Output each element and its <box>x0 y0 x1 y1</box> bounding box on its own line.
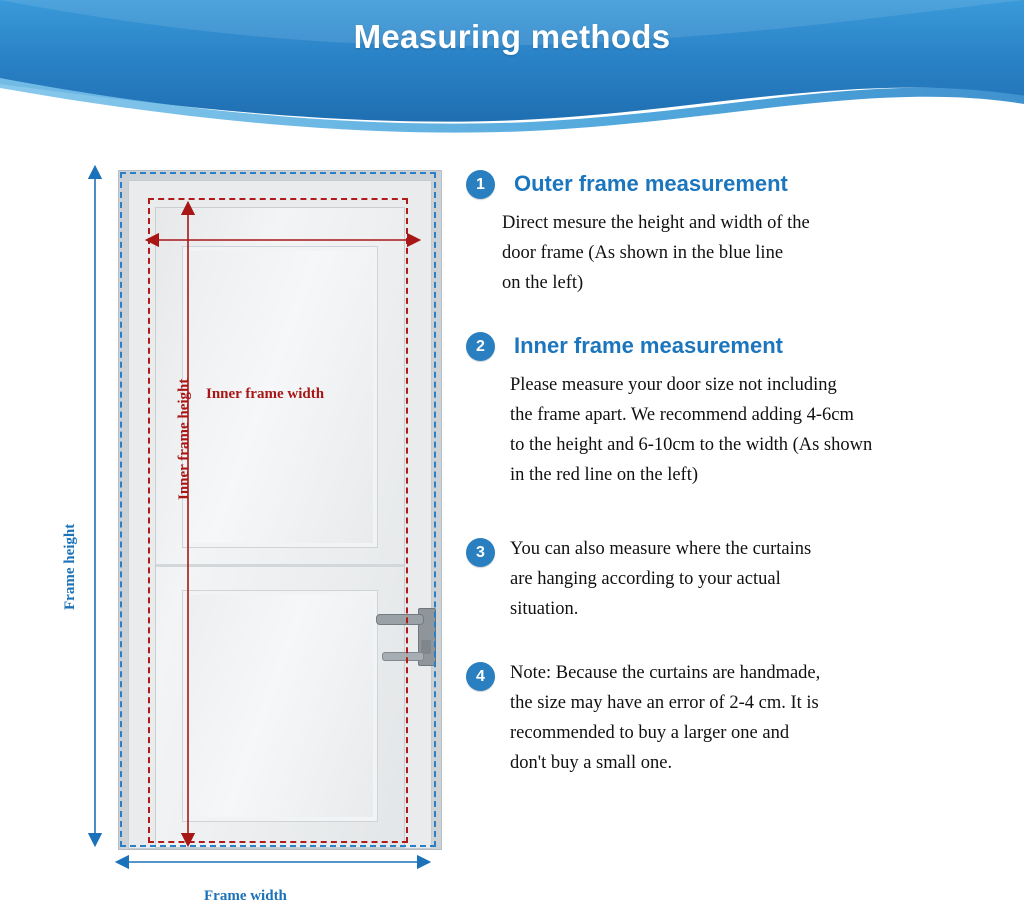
step-body-line: on the left) <box>502 273 584 293</box>
step-body-line: don't buy a small one. <box>510 753 673 773</box>
step-body-line: to the height and 6-10cm to the width (As shown <box>510 435 873 455</box>
label-frame-height: Frame height <box>62 523 78 610</box>
step-body-line: Please measure your door size not including <box>510 375 837 395</box>
step-body-line: recommended to buy a larger one and <box>510 723 790 743</box>
door-diagram <box>0 140 460 909</box>
step-number-badge: 2 <box>466 332 495 361</box>
label-frame-width: Frame width <box>204 888 287 904</box>
step-number-badge: 3 <box>466 538 495 567</box>
step-body-line: are hanging according to your actual <box>510 569 781 589</box>
handle-lower-lever <box>382 652 424 661</box>
step-body-line: situation. <box>510 599 579 619</box>
step-body <box>510 370 1018 490</box>
instruction-step-1 <box>462 166 1018 298</box>
step-body <box>502 208 1018 298</box>
step-body-line: door frame (As shown in the blue line <box>502 243 784 263</box>
label-inner-frame-width: Inner frame width <box>206 386 325 402</box>
instructions-panel <box>462 150 1018 900</box>
header-banner <box>0 0 1024 140</box>
step-body-line: You can also measure where the curtains <box>510 539 812 559</box>
door-frame-bevel <box>128 180 432 849</box>
step-heading: Inner frame measurement <box>514 333 783 358</box>
step-number-badge: 1 <box>466 170 495 199</box>
door-handle-icon <box>374 608 434 668</box>
handle-lever <box>376 614 424 625</box>
step-heading: Outer frame measurement <box>514 171 788 196</box>
step-body-line: the size may have an error of 2-4 cm. It is <box>510 693 819 713</box>
door-panel-bottom <box>182 590 378 822</box>
instruction-step-3 <box>462 534 1018 624</box>
step-body <box>510 534 1018 624</box>
step-body <box>510 658 1018 778</box>
instruction-step-2 <box>462 328 1018 490</box>
door-leaf <box>155 207 405 848</box>
door-frame-outer <box>118 170 442 850</box>
step-body-line: Direct mesure the height and width of the <box>502 213 810 233</box>
instruction-step-4 <box>462 658 1018 778</box>
step-body-line: in the red line on the left) <box>510 465 699 485</box>
page-title: Measuring methods <box>353 18 671 55</box>
step-body-line: the frame apart. We recommend adding 4-6cm <box>510 405 854 425</box>
door-mid-rail <box>156 564 404 567</box>
label-inner-frame-height: Inner frame height <box>176 378 192 500</box>
step-body-line: Note: Because the curtains are handmade, <box>510 663 821 683</box>
step-number-badge: 4 <box>466 662 495 691</box>
